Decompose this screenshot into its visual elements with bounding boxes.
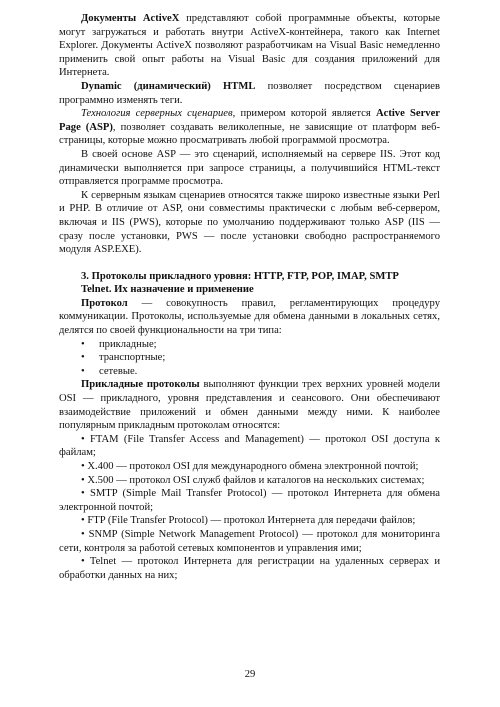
paragraph-text: , примером которой является bbox=[232, 108, 376, 120]
paragraph-text: позволяет посредством сценариев программно изменять теги. bbox=[59, 80, 440, 106]
protocol-item-telnet: • Telnet — протокол Интернета для регистрации на удаленных серверах и обработки данных на них; bbox=[59, 556, 440, 581]
protocol-item-ftam: • FTAM (File Transfer Access and Management) — протокол OSI доступа к файлам; bbox=[59, 433, 440, 459]
term-server-scripting: Технология серверных сценариев bbox=[81, 108, 233, 120]
protocol-item-ftp: • FTP (File Transfer Protocol) — протокол Интернета для передачи файлов; bbox=[81, 515, 416, 527]
protocol-item-x400: • X.400 — протокол OSI для международного обмена электронной почтой; bbox=[81, 461, 419, 472]
term-dynamic-html: Dynamic (динамический) HTML bbox=[81, 80, 256, 92]
term-application-protocols: Прикладные протоколы bbox=[81, 379, 200, 391]
page-number: 29 bbox=[244, 669, 256, 680]
paragraph-text: , позволяет создавать великолепные, не зависящие от платформ веб-страницы, которые можно просматривать любой программой просмотра. bbox=[59, 121, 441, 147]
list-item: • транспортные; bbox=[81, 351, 440, 365]
paragraph-protocol-definition bbox=[59, 297, 440, 338]
paragraph-text: выполняют функции трех верхних уровней модели OSI — прикладного, уровня представления и сеансового. Они обеспечивают взаимодействие приложений и обмен данными между ними. К наиболее популярным прикладным протоколам относятся: bbox=[59, 379, 441, 432]
section-heading-line-1: 3. Протоколы прикладного уровня: HTTP, FTP, POP, IMAP, SMTP bbox=[81, 270, 399, 282]
paragraph-asp bbox=[59, 107, 440, 148]
paragraph-server-languages: К серверным языкам сценариев относятся также широко известные языки Perl и PHP. В отличие от ASP, они совместимы практически с любым веб-сервером, включая и IIS (PWS), которые по умолчанию поддерживают только ASP (IIS — сразу после установки, PWS — после установки свободно распространяемого модуля ASP.EXE). bbox=[59, 189, 440, 256]
term-protocol: Протокол bbox=[81, 297, 128, 309]
protocol-item-smtp: • SMTP (Simple Mail Transfer Protocol) — протокол Интернета для обмена электронной почтой; bbox=[59, 488, 440, 513]
paragraph-text: — совокупность правил, регламентирующих процедуру коммуникации. Протоколы, используемые для обмена данными в локальных сетях, делятся по своей функциональности на три типа: bbox=[59, 297, 440, 337]
paragraph-application-protocols bbox=[59, 378, 440, 432]
section-heading bbox=[59, 270, 440, 297]
paragraph-text: представляют собой программные объекты, которые могут загружаться и работать внутри ActiveX-контейнера, такого как Internet Explorer. Документы ActiveX позволяют разработчикам на Visual Basic немедленно применить свой опыт работы на Visual Basic для создания приложений для Интернета. bbox=[59, 13, 440, 79]
term-activex-documents: Документы ActiveX bbox=[81, 13, 180, 24]
protocol-item-x500: • X.500 — протокол OSI служб файлов и каталогов на нескольких системах; bbox=[81, 474, 425, 486]
protocol-types-list bbox=[59, 338, 440, 379]
list-item: • прикладные; bbox=[81, 338, 440, 352]
term-asp: Active Server Page (ASP) bbox=[59, 108, 440, 133]
section-heading-line-2: Telnet. Их назначение и применение bbox=[81, 284, 254, 296]
list-item: • сетевые. bbox=[81, 365, 440, 379]
paragraph-asp-basis: В своей основе ASP — это сценарий, исполняемый на сервере IIS. Этот код динамически выполняется при запросе страницы, а получившийся HTML-текст отправляется программе просмотра. bbox=[59, 148, 440, 188]
paragraph-dynamic-html bbox=[59, 80, 440, 107]
protocol-item-snmp: • SNMP (Simple Network Management Protocol) — протокол для мониторинга сети, контроля за работой сетевых компонентов и управления ими; bbox=[59, 528, 440, 554]
paragraph-activex bbox=[59, 12, 440, 80]
